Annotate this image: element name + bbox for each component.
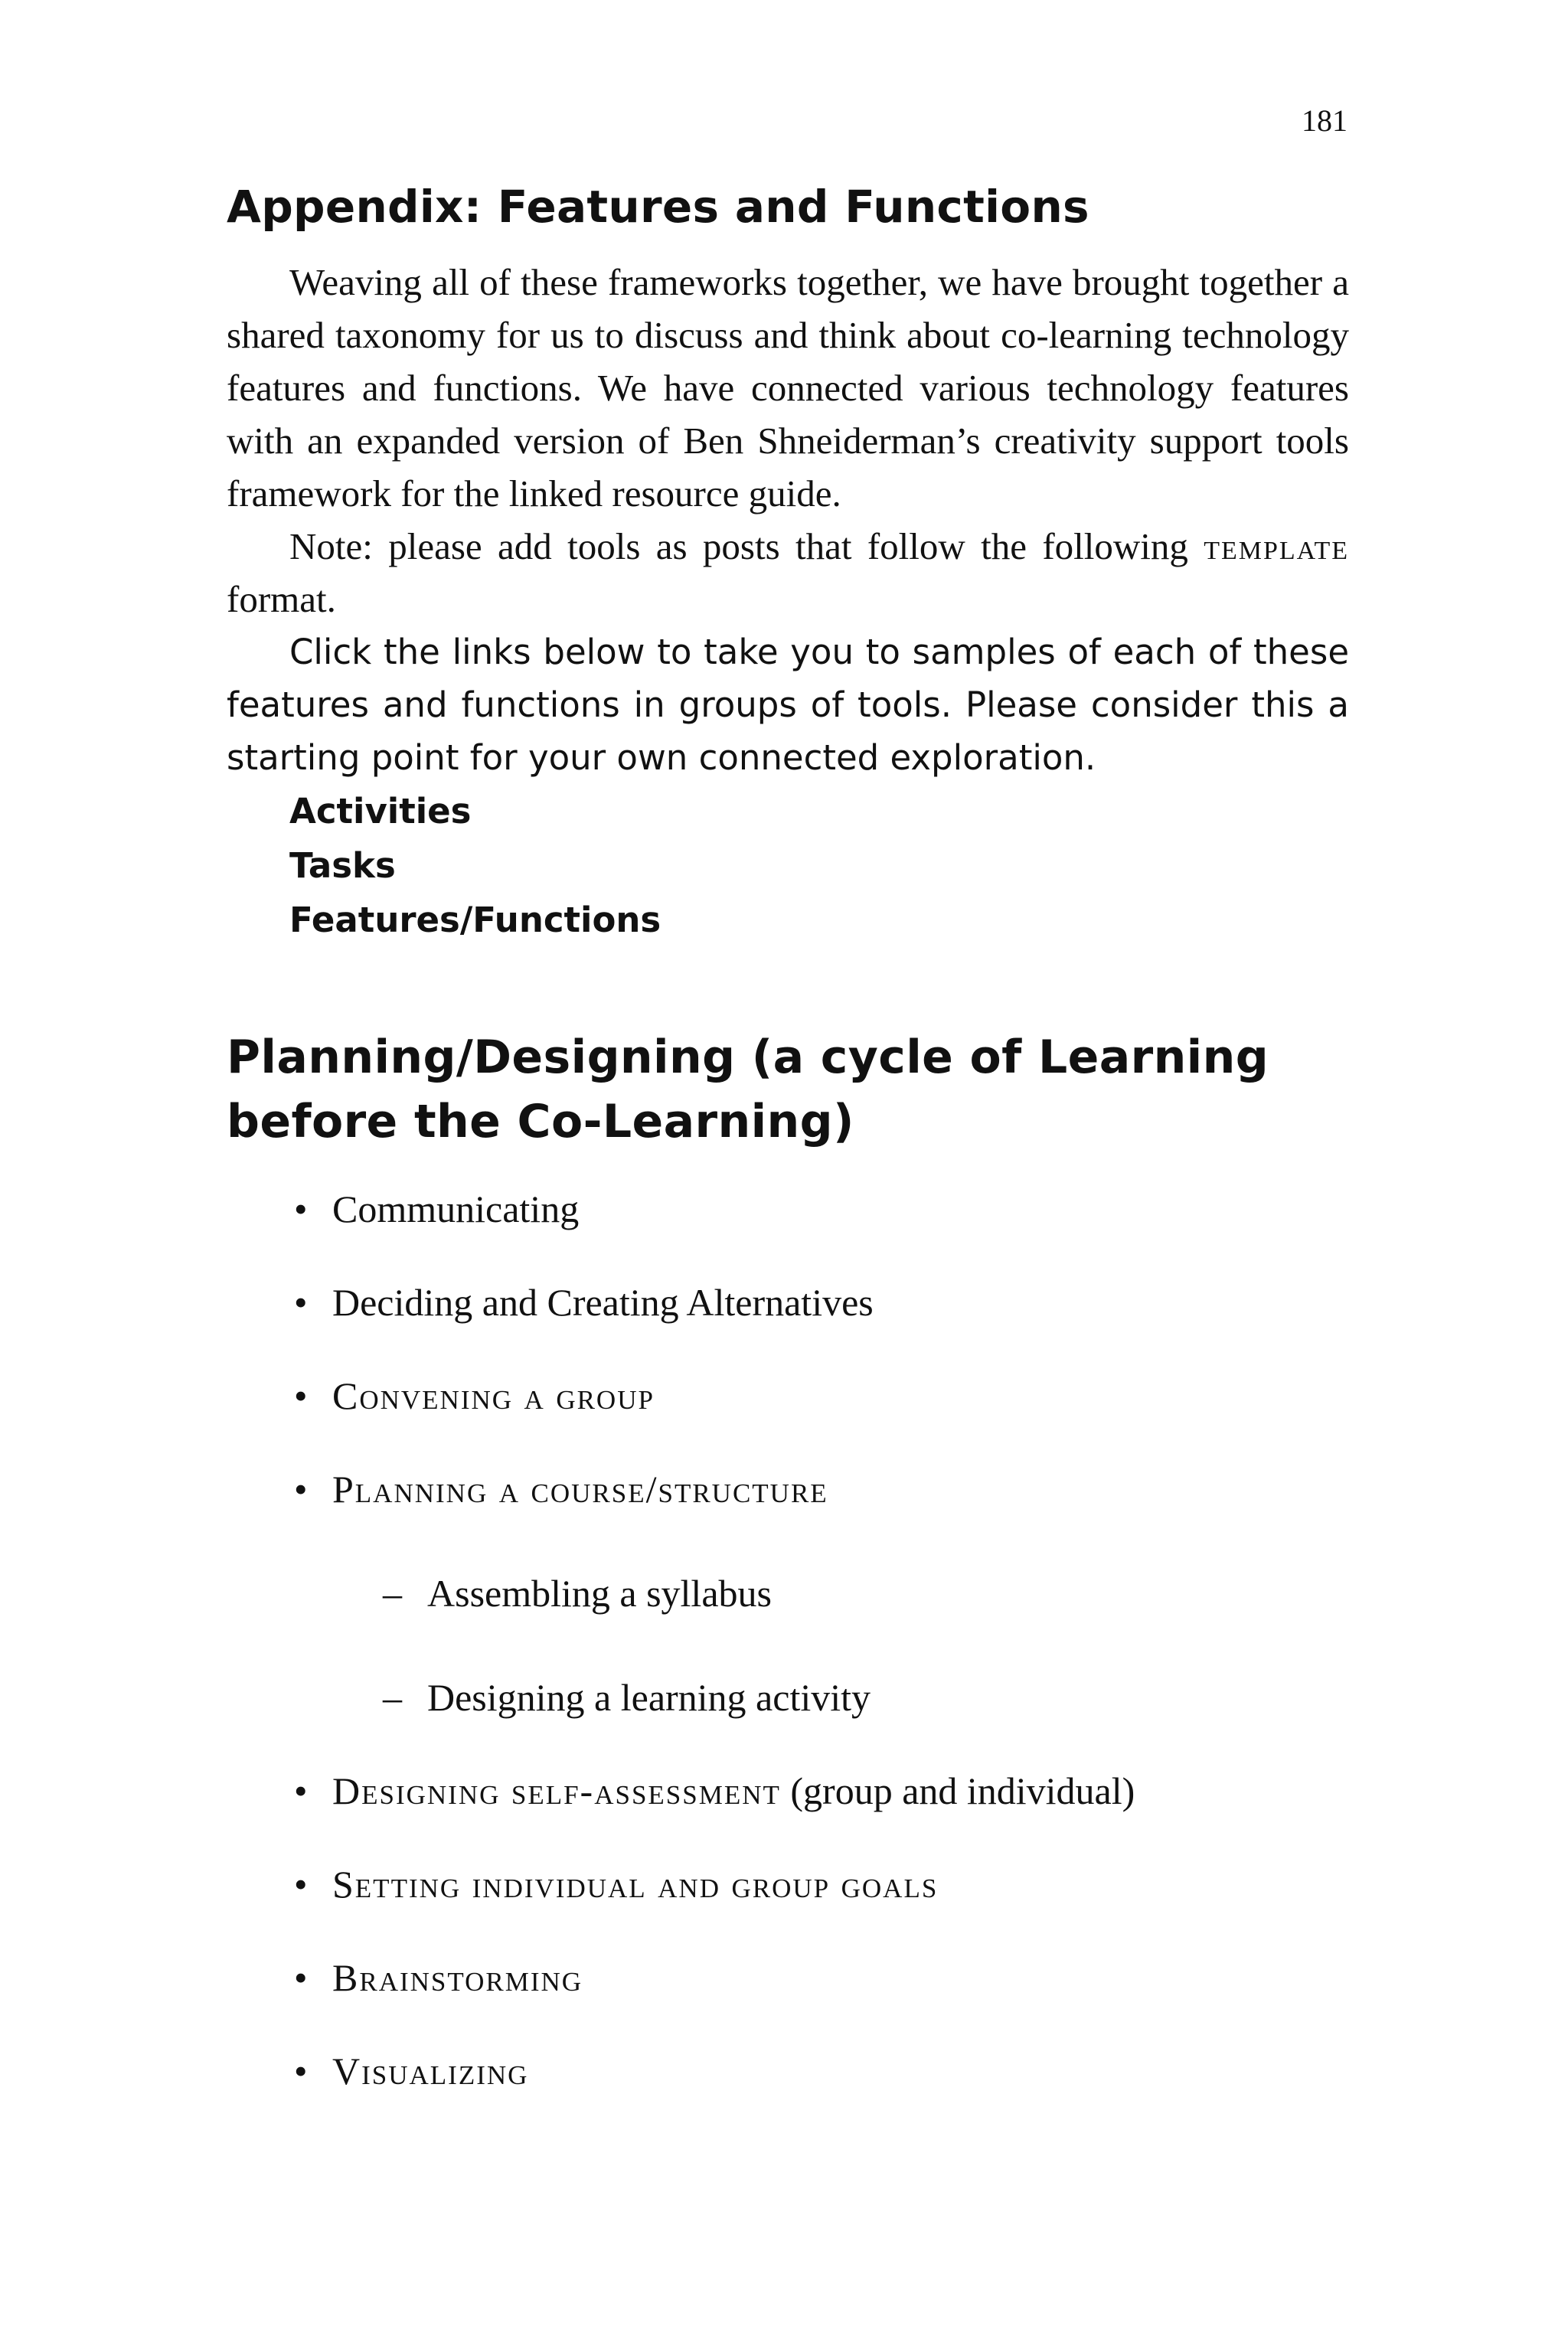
list-item <box>227 1186 1349 1232</box>
note-text-end: format. <box>227 577 336 620</box>
list-item-label: Designing self-assessment <box>332 1769 781 1812</box>
list-item <box>227 1861 1349 1907</box>
appendix-paragraph-1: Weaving all of these frameworks together, we have brought together a shared taxonomy for us to discuss and think about co-learning technology features and functions. We have connected various technology features with an expanded version of Ben Shneiderman’s creativity support tools framework for the linked resource guide. <box>227 260 1349 514</box>
list-item-label: Brainstorming <box>332 1955 583 1999</box>
list-item-suffix: (group and individual) <box>790 1769 1135 1812</box>
planning-title: Planning/Designing (a cycle of Learning before the Co-Learning) <box>227 1030 1269 1148</box>
link-tasks[interactable]: Tasks <box>289 844 396 886</box>
list-item <box>227 1768 1349 1814</box>
list-item <box>227 1279 1349 1325</box>
list-item-label: Deciding and Creating Alternatives <box>332 1280 874 1324</box>
sub-list-item: – Assembling a syllabus <box>332 1570 1349 1616</box>
planning-list <box>227 1186 1349 2094</box>
links-list <box>227 784 1349 947</box>
list-item <box>227 1466 1349 1720</box>
list-item <box>227 2048 1349 2094</box>
link-activities[interactable]: Activities <box>289 790 472 831</box>
list-item-label: Planning a course/structure <box>332 1467 828 1511</box>
page-content <box>227 181 1349 2141</box>
sub-list <box>332 1570 1349 1720</box>
link-features-functions[interactable]: Features/Functions <box>289 899 662 940</box>
list-item <box>227 1955 1349 2001</box>
appendix-paragraph-2 <box>227 520 1349 626</box>
page-number: 181 <box>1302 103 1348 138</box>
list-item-label: Setting individual and group goals <box>332 1862 939 1906</box>
appendix-title: Appendix: Features and Functions <box>227 181 1089 233</box>
list-item-label: Communicating <box>332 1187 580 1230</box>
list-item-label: Convening a group <box>332 1374 655 1417</box>
list-item-label: Visualizing <box>332 2049 529 2092</box>
list-item <box>227 1373 1349 1419</box>
sub-list-item: – Designing a learning activity <box>332 1674 1349 1720</box>
appendix-paragraph-3: Click the links below to take you to samples of each of these features and functions in groups of tools. Please consider this a starting point for your own connected exploration. <box>227 631 1349 778</box>
note-text: Note: please add tools as posts that follow the following <box>289 524 1188 567</box>
template-link[interactable]: template <box>1204 524 1350 567</box>
